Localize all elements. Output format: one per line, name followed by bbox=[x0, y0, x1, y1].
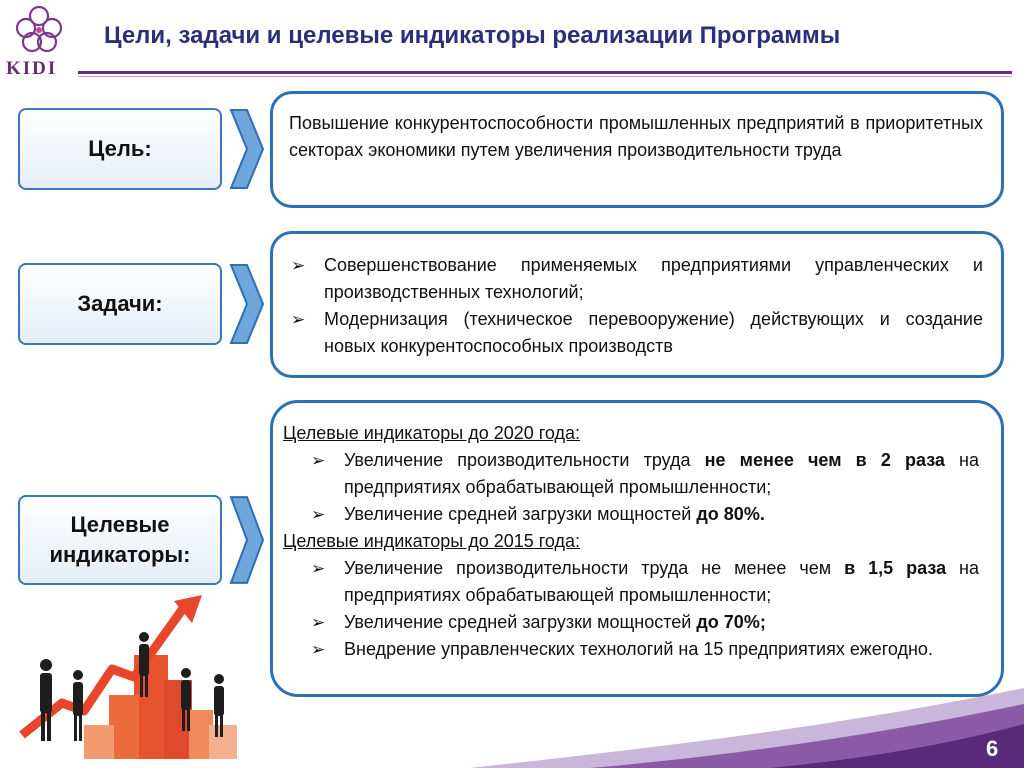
indicator-item-text: Внедрение управленческих технологий на 15 предприятиях ежегодно. bbox=[344, 639, 933, 659]
logo-text: KIDI bbox=[6, 58, 58, 79]
indicator-item-text: Увеличение средней загрузки мощностей до 80%. bbox=[344, 504, 765, 524]
bullet-arrow-icon: ➢ bbox=[291, 256, 306, 275]
goal-label bbox=[18, 108, 222, 190]
bullet-arrow-icon: ➢ bbox=[311, 559, 326, 578]
indicator-item bbox=[311, 447, 979, 501]
task-item bbox=[291, 306, 983, 360]
chevron-right-icon bbox=[229, 108, 265, 190]
indicators-panel bbox=[270, 400, 1004, 697]
task-item-text: Совершенствование применяемых предприятиями управленческих и производственных технологий; bbox=[324, 255, 983, 302]
indicators-label-line1: Целевые bbox=[70, 512, 170, 537]
tasks-label bbox=[18, 263, 222, 345]
bullet-arrow-icon: ➢ bbox=[311, 613, 326, 632]
tasks-panel bbox=[270, 231, 1004, 378]
page-number: 6 bbox=[986, 736, 999, 761]
indicators-label bbox=[18, 495, 222, 585]
indicator-item-text: Увеличение средней загрузки мощностей до 70%; bbox=[344, 612, 766, 632]
tasks-label-text: Задачи: bbox=[77, 291, 163, 316]
indicator-item bbox=[311, 609, 979, 636]
footer-swoosh bbox=[470, 688, 1024, 768]
chevron-right-icon bbox=[229, 495, 265, 585]
indicator-item bbox=[311, 636, 979, 663]
indicator-item bbox=[311, 555, 979, 609]
task-item-text: Модернизация (техническое перевооружение) действующих и создание новых конкурентоспособных производств bbox=[324, 309, 983, 356]
title-divider bbox=[78, 71, 1012, 74]
bullet-arrow-icon: ➢ bbox=[291, 310, 306, 329]
indicator-item-text: Увеличение производительности труда не менее чем в 2 раза на предприятиях обрабатывающей промышленности; bbox=[344, 450, 979, 497]
slide-title: Цели, задачи и целевые индикаторы реализации Программы bbox=[104, 22, 841, 49]
goal-text: Повышение конкурентоспособности промышленных предприятий в приоритетных секторах экономики путем увеличения производительности труда bbox=[289, 113, 983, 160]
bullet-arrow-icon: ➢ bbox=[311, 451, 326, 470]
title-divider-thin bbox=[78, 76, 1012, 77]
growth-illustration bbox=[14, 585, 244, 763]
indicators-label-line2: индикаторы: bbox=[49, 542, 191, 567]
indicators-2020-heading: Целевые индикаторы до 2020 года: bbox=[283, 423, 581, 443]
goal-panel bbox=[270, 91, 1004, 208]
chevron-right-icon bbox=[229, 263, 265, 345]
goal-label-text: Цель: bbox=[88, 136, 152, 161]
bullet-arrow-icon: ➢ bbox=[311, 640, 326, 659]
bullet-arrow-icon: ➢ bbox=[311, 505, 326, 524]
indicators-2015-heading: Целевые индикаторы до 2015 года: bbox=[283, 531, 581, 551]
indicator-item-text: Увеличение производительности труда не менее чем в 1,5 раза на предприятиях обрабатывающей промышленности; bbox=[344, 558, 980, 605]
indicator-item bbox=[311, 501, 979, 528]
task-item bbox=[291, 252, 983, 306]
